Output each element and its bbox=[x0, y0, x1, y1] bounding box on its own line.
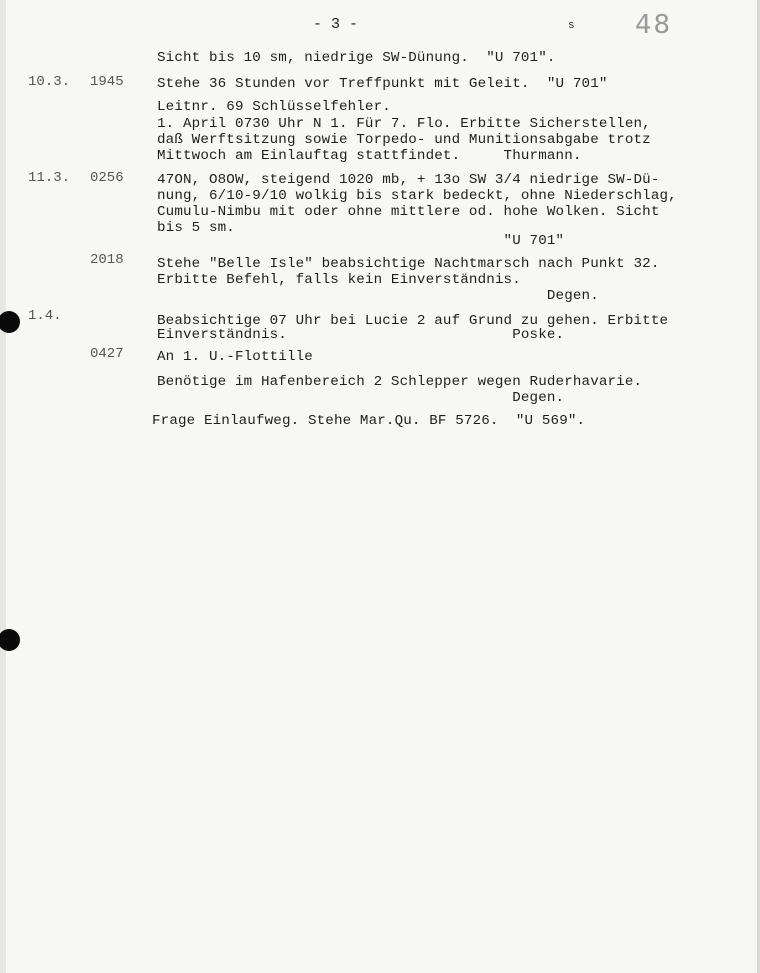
scan-edge bbox=[0, 0, 6, 973]
entry-line: bis 5 sm. bbox=[157, 220, 235, 236]
entry-line: 1. April 0730 Uhr N 1. Für 7. Flo. Erbitte Sicherstellen, bbox=[157, 116, 651, 132]
entry-time: 2018 bbox=[90, 252, 124, 268]
entry-line: Stehe 36 Stunden vor Treffpunkt mit Geleit. "U 701" bbox=[157, 76, 608, 92]
entry-line: Mittwoch am Einlauftag stattfindet. Thurmann. bbox=[157, 148, 582, 164]
entry-line: Frage Einlaufweg. Stehe Mar.Qu. BF 5726. "U 569". bbox=[152, 413, 586, 429]
entry-line: Cumulu-Nimbu mit oder ohne mittlere od. hohe Wolken. Sicht bbox=[157, 204, 660, 220]
entry-date: 1.4. bbox=[28, 308, 62, 324]
entry-date: 10.3. bbox=[28, 74, 71, 90]
entry-line: nung, 6/10-9/10 wolkig bis stark bedeckt, ohne Niederschlag, bbox=[157, 188, 677, 204]
entry-time: 0427 bbox=[90, 346, 124, 362]
punch-hole-top bbox=[0, 311, 20, 333]
punch-hole-bottom bbox=[0, 629, 20, 651]
entry-time: 0256 bbox=[90, 170, 124, 186]
entry-line: Benötige im Hafenbereich 2 Schlepper wegen Ruderhavarie. bbox=[157, 374, 643, 390]
entry-line: Stehe "Belle Isle" beabsichtige Nachtmarsch nach Punkt 32. bbox=[157, 256, 660, 272]
entry-line: Einverständnis. Poske. bbox=[157, 327, 565, 343]
entry-line: Erbitte Befehl, falls kein Einverständnis. bbox=[157, 272, 521, 288]
entry-line: An 1. U.-Flottille bbox=[157, 349, 313, 365]
entry-line: Degen. bbox=[157, 390, 565, 406]
entry-line: daß Werftsitzung sowie Torpedo- und Munitionsabgabe trotz bbox=[157, 132, 651, 148]
entry-line: Leitnr. 69 Schlüsselfehler. bbox=[157, 99, 391, 115]
handwritten-folio-number: 48 bbox=[635, 10, 673, 40]
entry-line: Beabsichtige 07 Uhr bei Lucie 2 auf Grund zu gehen. Erbitte bbox=[157, 313, 669, 329]
entry-line: Sicht bis 10 sm, niedrige SW-Dünung. "U 701". bbox=[157, 50, 556, 66]
entry-time: 1945 bbox=[90, 74, 124, 90]
entry-line: 47ON, O8OW, steigend 1020 mb, + 13o SW 3/4 niedrige SW-Dü- bbox=[157, 172, 660, 188]
entry-date: 11.3. bbox=[28, 170, 71, 186]
entry-line: Degen. bbox=[157, 288, 599, 304]
page-number: - 3 - bbox=[313, 16, 359, 33]
entry-line: "U 701" bbox=[157, 233, 565, 249]
page-mark: s bbox=[568, 20, 575, 32]
